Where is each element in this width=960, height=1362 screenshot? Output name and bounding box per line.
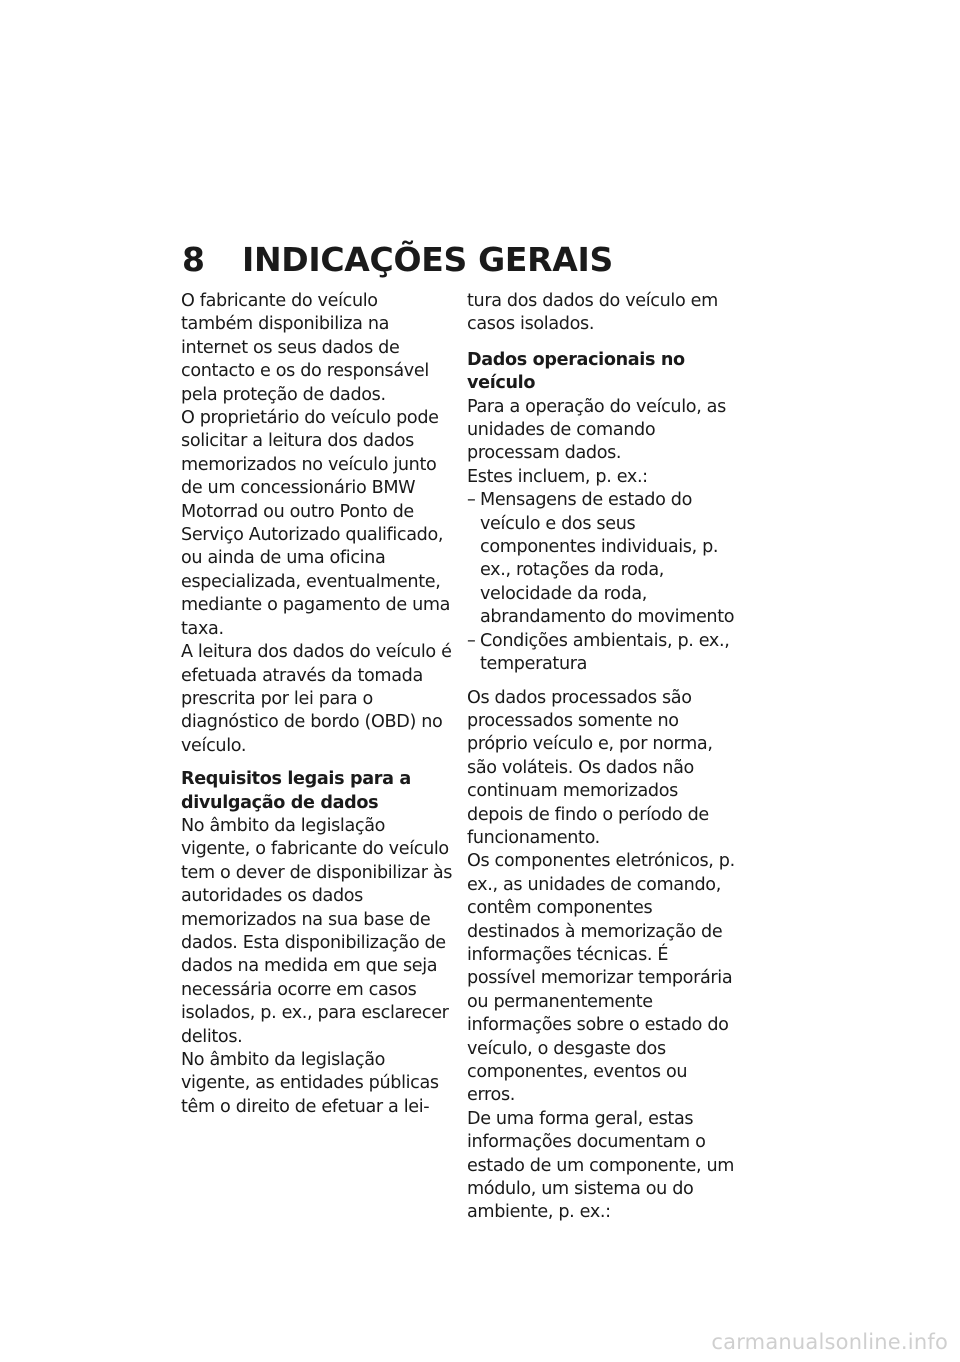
watermark: carmanualsonline.info xyxy=(711,1330,948,1354)
paragraph-information-documentation: De uma forma geral, estas informações documentam o estado de um componente, um módulo, um sistema ou do ambiente, p. ex.: xyxy=(467,1108,735,1223)
paragraph-owner-request: O proprietário do veículo pode solicitar a leitura dos dados memorizados no veículo junto de um concessionário BMW Motorrad ou outro Ponto de Serviço Autorizado qualificado, ou ainda de uma oficina especializada, eventualmente, mediante o pagamento de uma taxa. xyxy=(181,408,451,639)
list-item-text: Mensagens de estado do veículo e dos seus componentes individuais, p. ex., rotações da roda, velocidade da roda, abrandamento do movimento xyxy=(480,490,735,628)
list-item xyxy=(467,489,739,629)
paragraph-control-units: Para a operação do veículo, as unidades de comando processam dados. xyxy=(467,396,726,464)
paragraph-examples-intro: Estes incluem, p. ex.: xyxy=(467,466,648,487)
list-item xyxy=(467,630,739,677)
paragraph-manufacturer-contact: O fabricante do veículo também disponibiliza na internet os seus dados de contacto e os do responsável pela proteção de dados. xyxy=(181,291,429,405)
list-dash: – xyxy=(467,630,476,651)
paragraph-obd-reading: A leitura dos dados do veículo é efetuada através da tomada prescrita por lei para o diagnóstico de bordo (OBD) no veículo. xyxy=(181,642,452,756)
paragraph-manufacturer-duty: No âmbito da legislação vigente, o fabricante do veículo tem o dever de disponibilizar às autoridades os dados memorizados na sua base de dados. Esta disponibilização de dados na medida em que seja necessária ocorre em casos isolados, p. ex., para esclarecer delitos. xyxy=(181,815,453,1047)
section-number: 8 xyxy=(182,240,205,279)
section-heading xyxy=(182,240,613,280)
paragraph-electronic-components: Os componentes eletrónicos, p. ex., as unidades de comando, contêm componentes destinados à memorização de informações técnicas. É possível memorizar temporária ou permanentemente informações sobre o estado do veículo, o desgaste dos componentes, eventos ou erros. xyxy=(467,851,735,1106)
examples-list xyxy=(467,489,739,676)
list-item-text: Condições ambientais, p. ex., temperatura xyxy=(480,630,730,675)
paragraph-continuation: tura dos dados do veículo em casos isolados. xyxy=(467,291,718,335)
left-column xyxy=(181,290,453,1119)
right-column xyxy=(467,290,739,1225)
heading-operational-data: Dados operacionais no veículo xyxy=(467,349,685,394)
paragraph-public-entities: No âmbito da legislação vigente, as entidades públicas têm o direito de efetuar a lei- xyxy=(181,1050,439,1117)
list-dash: – xyxy=(467,490,476,511)
paragraph-volatile-data: Os dados processados são processados somente no próprio veículo e, por norma, são voláteis. Os dados não continuam memorizados depois de findo o período de funcionamento. xyxy=(467,687,713,848)
section-title: INDICAÇÕES GERAIS xyxy=(242,240,613,279)
heading-legal-requirements: Requisitos legais para a divulgação de dados xyxy=(181,769,411,813)
